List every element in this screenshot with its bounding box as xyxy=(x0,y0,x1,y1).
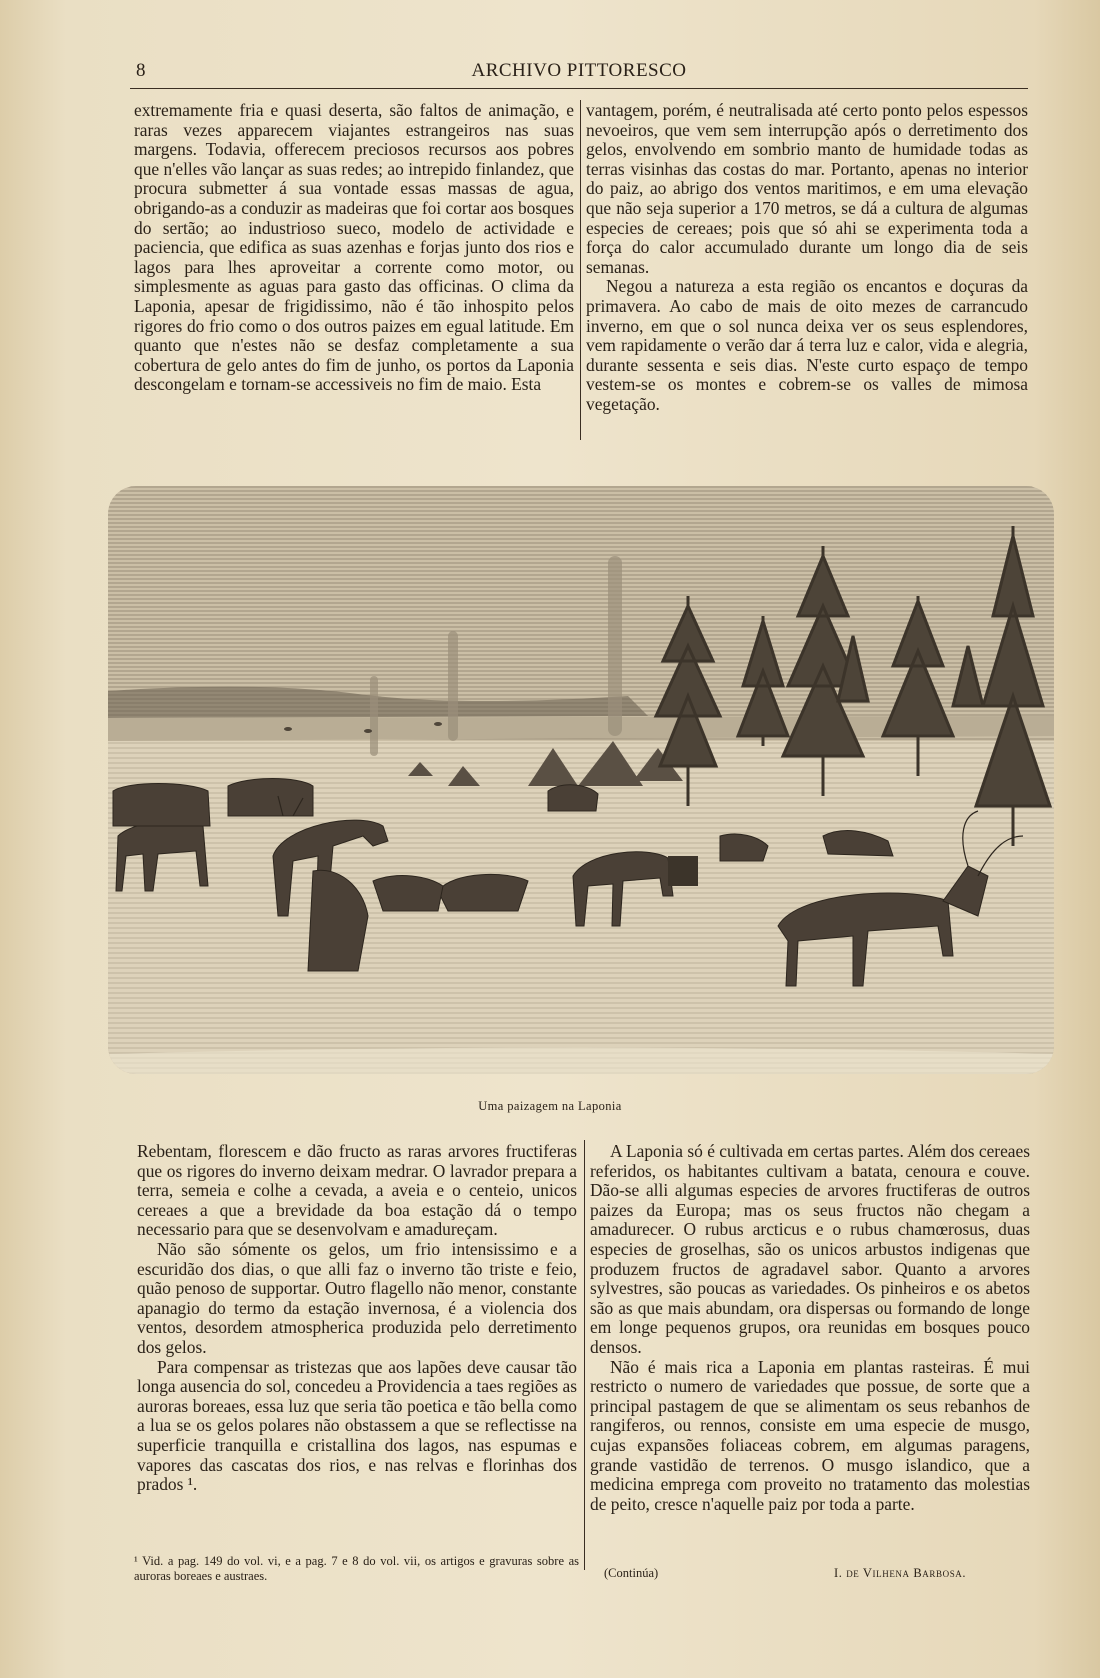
paragraph: Rebentam, florescem e dão fructo as raras arvores fructiferas que os rigores do inverno deixam medrar. O lavrador prepara a terra, semeia e colhe a cevada, a aveia e o centeio, unicos cereaes a que a brevidade da boa estação dá o tempo necessario para que se desenvolvam e amadureçam. xyxy=(137,1141,577,1240)
column-divider-bottom xyxy=(584,1140,585,1570)
continued-note: (Continúa) xyxy=(604,1566,659,1580)
engraving-lapland-landscape xyxy=(108,486,1054,1074)
paragraph: A Laponia só é cultivada em certas partes. Além dos cereaes referidos, os habitantes cultivam a batata, cenoura e couve. Dão-se alli algumas especies de arvores fructiferas de outros paizes da Europa; mas os seus fructos não chegam a amadurecer. O rubus arcticus e o rubus chamœrosus, duas especies de groselhas, são os unicos arbustos indigenas que produzem fructos de agradavel sabor. Quanto a arvores sylvestres, são poucas as variedades. Os pinheiros e os abetos são as que mais abundam, ora dispersas ou formando de longe em longe pequenos grupos, ora reunidas em bosques pouco densos. xyxy=(590,1141,1030,1357)
paragraph: Negou a natureza a esta região os encantos e doçuras da primavera. Ao cabo de mais de oito mezes de carrancudo inverno, em que o sol nunca deixa ver os seus esplendores, vem rapidamente o verão dar á terra luz e calor, vida e alegria, durante sessenta e seis dias. N'este curto espaço de tempo vestem-se os montes e cobrem-se os valles de mimosa vegetação. xyxy=(586,276,1028,414)
footnote: ¹ Vid. a pag. 149 do vol. vi, e a pag. 7 e 8 do vol. vii, os artigos e gravuras sobre as auroras boreaes e austraes. xyxy=(134,1554,579,1583)
paragraph: Para compensar as tristezas que aos lapões deve causar tão longa ausencia do sol, concedeu a Providencia a taes regiões as auroras boreaes, essa luz que seria tão poetica e tão bella como a lua se os gelos polares não obstassem a que se reflectisse na superficie tranquilla e cristallina dos lagos, nas espumas e vapores das cascatas dos rios, e nas relvas e florinhas dos prados ¹. xyxy=(137,1356,577,1495)
running-title: ARCHIVO PITTORESCO xyxy=(471,60,687,81)
article-column-bottom-right xyxy=(590,1142,1030,1514)
figure-caption: Uma paizagem na Laponia xyxy=(478,1099,622,1113)
paragraph: Não são sómente os gelos, um frio intensissimo e a escuridão dos dias, o que alli faz o inverno tão triste e feio, quão penoso de supportar. Outro flagello não menor, constante apanagio do termo da estação invernosa, é a violencia dos ventos, desordem atmospherica produzida pelo derretimento dos gelos. xyxy=(137,1238,577,1357)
article-column-top-right xyxy=(586,101,1028,415)
paragraph: extremamente fria e quasi deserta, são faltos de animação, e raras vezes apparecem viajantes estrangeiros nas suas margens. Todavia, offerecem preciosos recursos aos pobres que n'elles vão lançar as suas redes; ao intrepido finlandez, que procura submetter á sua vontade essas massas de agua, obrigando-as a conduzir as madeiras que foi cortar aos bosques do sertão; ao industrioso sueco, modelo de actividade e paciencia, que edifica as suas azenhas e forjas junto dos rios e lagos para lhes aproveitar a corrente como motor, ou simplesmente as aguas para gasto das officinas. O clima da Laponia, apesar de frigidissimo, não é tão inhospito pelos rigores do frio como o dos outros paizes em egual latitude. Em quanto que n'estes não se desfaz completamente a sua cobertura de gelo antes do fim de junho, os portos da Laponia descongelam e tornam-se accessiveis no fim de maio. Esta xyxy=(134,100,574,395)
article-column-top-left xyxy=(134,101,574,395)
page-number: 8 xyxy=(136,60,146,81)
page-header xyxy=(130,58,1028,89)
paragraph: Não é mais rica a Laponia em plantas rasteiras. É mui restricto o numero de variedades que possue, de sorte que a principal pastagem de que se alimentam os seus rebanhos de rangiferos, ou rennos, consiste em uma especie de musgo, cujas expansões foliaceas cobrem, em algumas paragens, grande vastidão de terrenos. O musgo islandico, que a medicina emprega com proveito no tratamento das molestias de peito, cresce n'aquelle paiz por toda a parte. xyxy=(590,1356,1030,1514)
article-column-bottom-left xyxy=(137,1142,577,1495)
column-divider-top xyxy=(580,100,581,440)
paragraph: vantagem, porém, é neutralisada até certo ponto pelos espessos nevoeiros, que vem sem interrupção após o derretimento dos gelos, envolvendo em sombrio manto de humidade todas as terras visinhas das costas do mar. Portanto, apenas no interior do paiz, ao abrigo dos ventos maritimos, e em uma elevação que não seja superior a 170 metros, se dá a cultura de algumas especies de cereaes; pois que só ahi se experimenta toda a força do calor accumulado durante um longo dia de seis semanas. xyxy=(586,100,1028,277)
author-signature: I. de Vilhena Barbosa. xyxy=(834,1566,967,1580)
